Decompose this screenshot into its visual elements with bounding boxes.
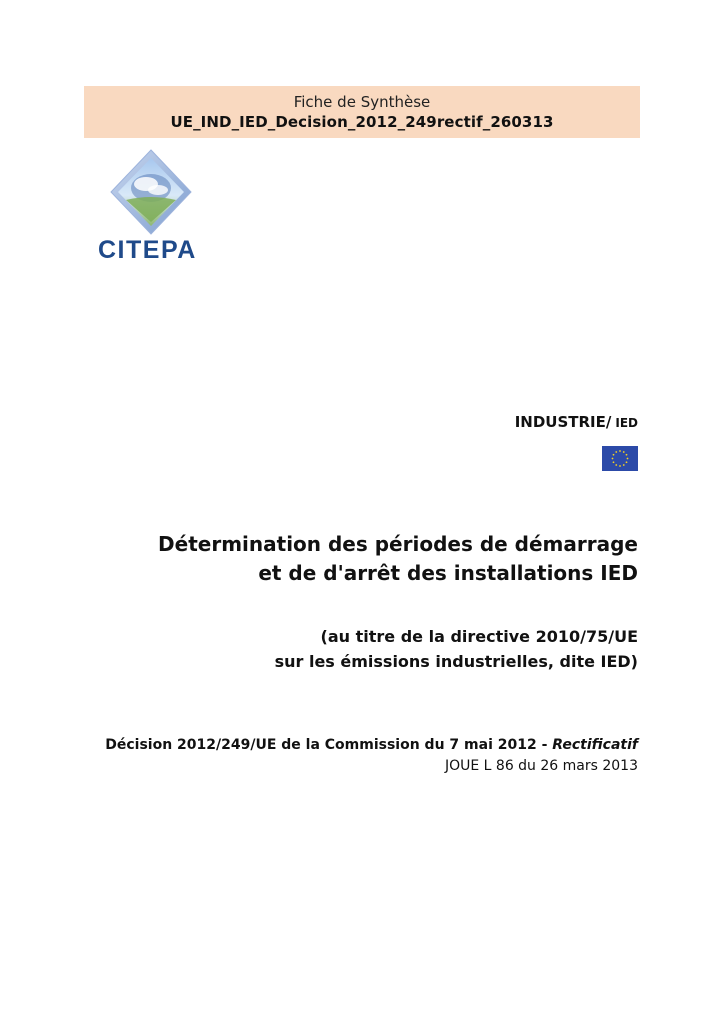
sector-ied: IED xyxy=(615,416,638,430)
document-title xyxy=(158,530,638,588)
document-subtitle xyxy=(275,624,638,674)
decision-text: Décision 2012/249/UE de la Commission du 7 mai 2012 - xyxy=(105,737,553,753)
sector-industrie: INDUSTRIE/ xyxy=(514,413,612,431)
header-title: Fiche de Synthèse xyxy=(293,93,431,111)
decision-reference xyxy=(105,735,638,777)
decision-line-1 xyxy=(105,735,638,756)
title-line-1: Détermination des périodes de démarrage xyxy=(158,532,638,556)
subtitle-line-2: sur les émissions industrielles, dite IED) xyxy=(274,652,638,671)
document-reference: UE_IND_IED_Decision_2012_249rectif_260313 xyxy=(170,113,554,131)
header-band xyxy=(84,86,640,138)
eu-flag-icon xyxy=(602,446,638,471)
decision-rectificatif: Rectificatif xyxy=(552,737,638,753)
subtitle-line-1: (au titre de la directive 2010/75/UE xyxy=(320,627,638,646)
title-line-2: et de d'arrêt des installations IED xyxy=(258,561,638,585)
citepa-logo-text: CITEPA xyxy=(98,236,197,264)
sector-label xyxy=(515,413,638,431)
journal-reference: JOUE L 86 du 26 mars 2013 xyxy=(444,758,638,774)
